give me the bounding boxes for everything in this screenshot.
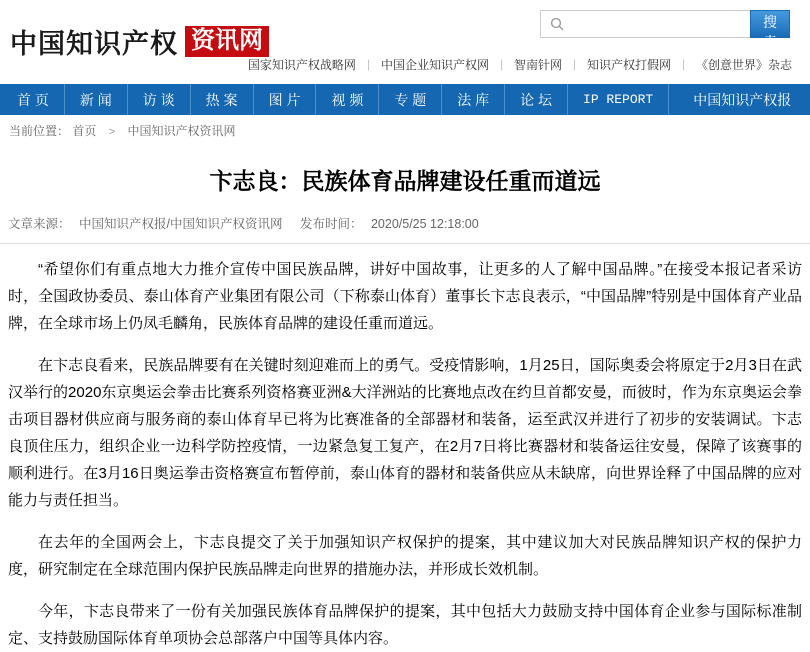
article-paragraph: 在去年的全国两会上，卞志良提交了关于加强知识产权保护的提案，其中建议加大对民族品牌知识产权的保护力度，研究制定在全球范围内保护民族品牌走向世界的措施办法，并形成长效机制。: [8, 534, 802, 578]
top-link[interactable]: 《创意世界》杂志: [695, 58, 792, 72]
top-link[interactable]: 智南针网: [513, 58, 562, 72]
top-links: [248, 56, 792, 73]
top-link[interactable]: 中国企业知识产权网: [380, 58, 489, 72]
search-icon: [550, 17, 564, 31]
article-paragraph: “希望你们有重点地大力推介宣传中国民族品牌，讲好中国故事，让更多的人了解中国品牌。”在接受本报记者采访时，全国政协委员、泰山体育产业集团有限公司（下称泰山体育）董事长卞志良表示，“中国品牌”特别是中国体育产业品牌，在全球市场上仍凤毛麟角，民族体育品牌的建设任重而道远。: [8, 261, 802, 332]
nav-item[interactable]: 图 片: [253, 84, 316, 115]
nav-item[interactable]: 专 题: [378, 84, 441, 115]
article-meta: [8, 214, 802, 232]
article-title: 卞志良：民族体育品牌建设任重而道远: [209, 168, 601, 194]
article-source-label: 文章来源：: [8, 217, 71, 231]
breadcrumb-separator: >: [108, 126, 116, 138]
search-field: [540, 10, 750, 38]
top-links-separator: ｜: [677, 60, 689, 72]
breadcrumb: [0, 115, 810, 147]
article-paragraph: 在卞志良看来，民族品牌要有在关键时刻迎难而上的勇气。受疫情影响，1月25日，国际奥委会将原定于2月3日在武汉举行的2020东京奥运会拳击比赛系列资格赛亚洲&大洋洲站的比赛地点改在约旦首都安曼，而彼时，作为东京奥运会拳击项目器材供应商与服务商的泰山体育早已将为比赛准备的全部器材和装备，运至武汉并进行了初步的安装调试。卞志良顶住压力，组织企业一边科学防控疫情，一边紧急复工复产，在2月7日将比赛器材和装备运往安曼，保障了该赛事的顺利进行。在3月16日奥运拳击资格赛宣布暂停前，泰山体育的器材和装备供应从未缺席，向世界诠释了中国品牌的应对能力与责任担当。: [8, 357, 802, 509]
top-links-separator: ｜: [568, 60, 580, 72]
top-links-separator: ｜: [362, 60, 374, 72]
logo-badge: 资讯网: [185, 26, 269, 58]
search-box: [540, 10, 790, 50]
article-time-label: 发布时间：: [299, 217, 363, 231]
breadcrumb-home-link[interactable]: 首页: [72, 124, 97, 138]
top-link[interactable]: 知识产权打假网: [586, 58, 671, 72]
breadcrumb-current-link[interactable]: 中国知识产权资讯网: [127, 124, 236, 138]
article-paragraph: 今年，卞志良带来了一份有关加强民族体育品牌保护的提案，其中包括大力鼓励支持中国体育企业参与国际标准制定、支持鼓励国际体育单项协会总部落户中国等具体内容。: [8, 603, 802, 647]
article-body: [8, 256, 802, 652]
nav-item[interactable]: 新 闻: [64, 84, 127, 115]
nav-item[interactable]: 法 库: [441, 84, 504, 115]
breadcrumb-prefix: 当前位置：: [9, 124, 70, 138]
site-logo[interactable]: [10, 22, 269, 61]
article-source-value: 中国知识产权报/中国知识产权资讯网: [79, 217, 283, 231]
nav-item[interactable]: 论 坛: [504, 84, 567, 115]
main-nav: [0, 84, 810, 115]
logo-text: 中国知识产权: [10, 29, 178, 59]
article: [0, 163, 810, 652]
nav-item[interactable]: IP REPORT: [567, 84, 668, 115]
search-input[interactable]: [570, 16, 750, 33]
site-header: [0, 0, 810, 84]
nav-item[interactable]: 首 页: [17, 91, 49, 108]
nav-item[interactable]: 中国知识产权报: [668, 84, 810, 115]
nav-item[interactable]: 视 频: [315, 84, 378, 115]
nav-item[interactable]: 访 谈: [127, 84, 190, 115]
search-button[interactable]: 搜索: [750, 10, 790, 38]
top-links-separator: ｜: [495, 60, 507, 72]
meta-divider: [0, 243, 810, 244]
nav-item[interactable]: 热 案: [190, 84, 253, 115]
top-link[interactable]: 国家知识产权战略网: [247, 58, 356, 72]
article-publish-time: 2020/5/25 12:18:00: [370, 217, 479, 231]
